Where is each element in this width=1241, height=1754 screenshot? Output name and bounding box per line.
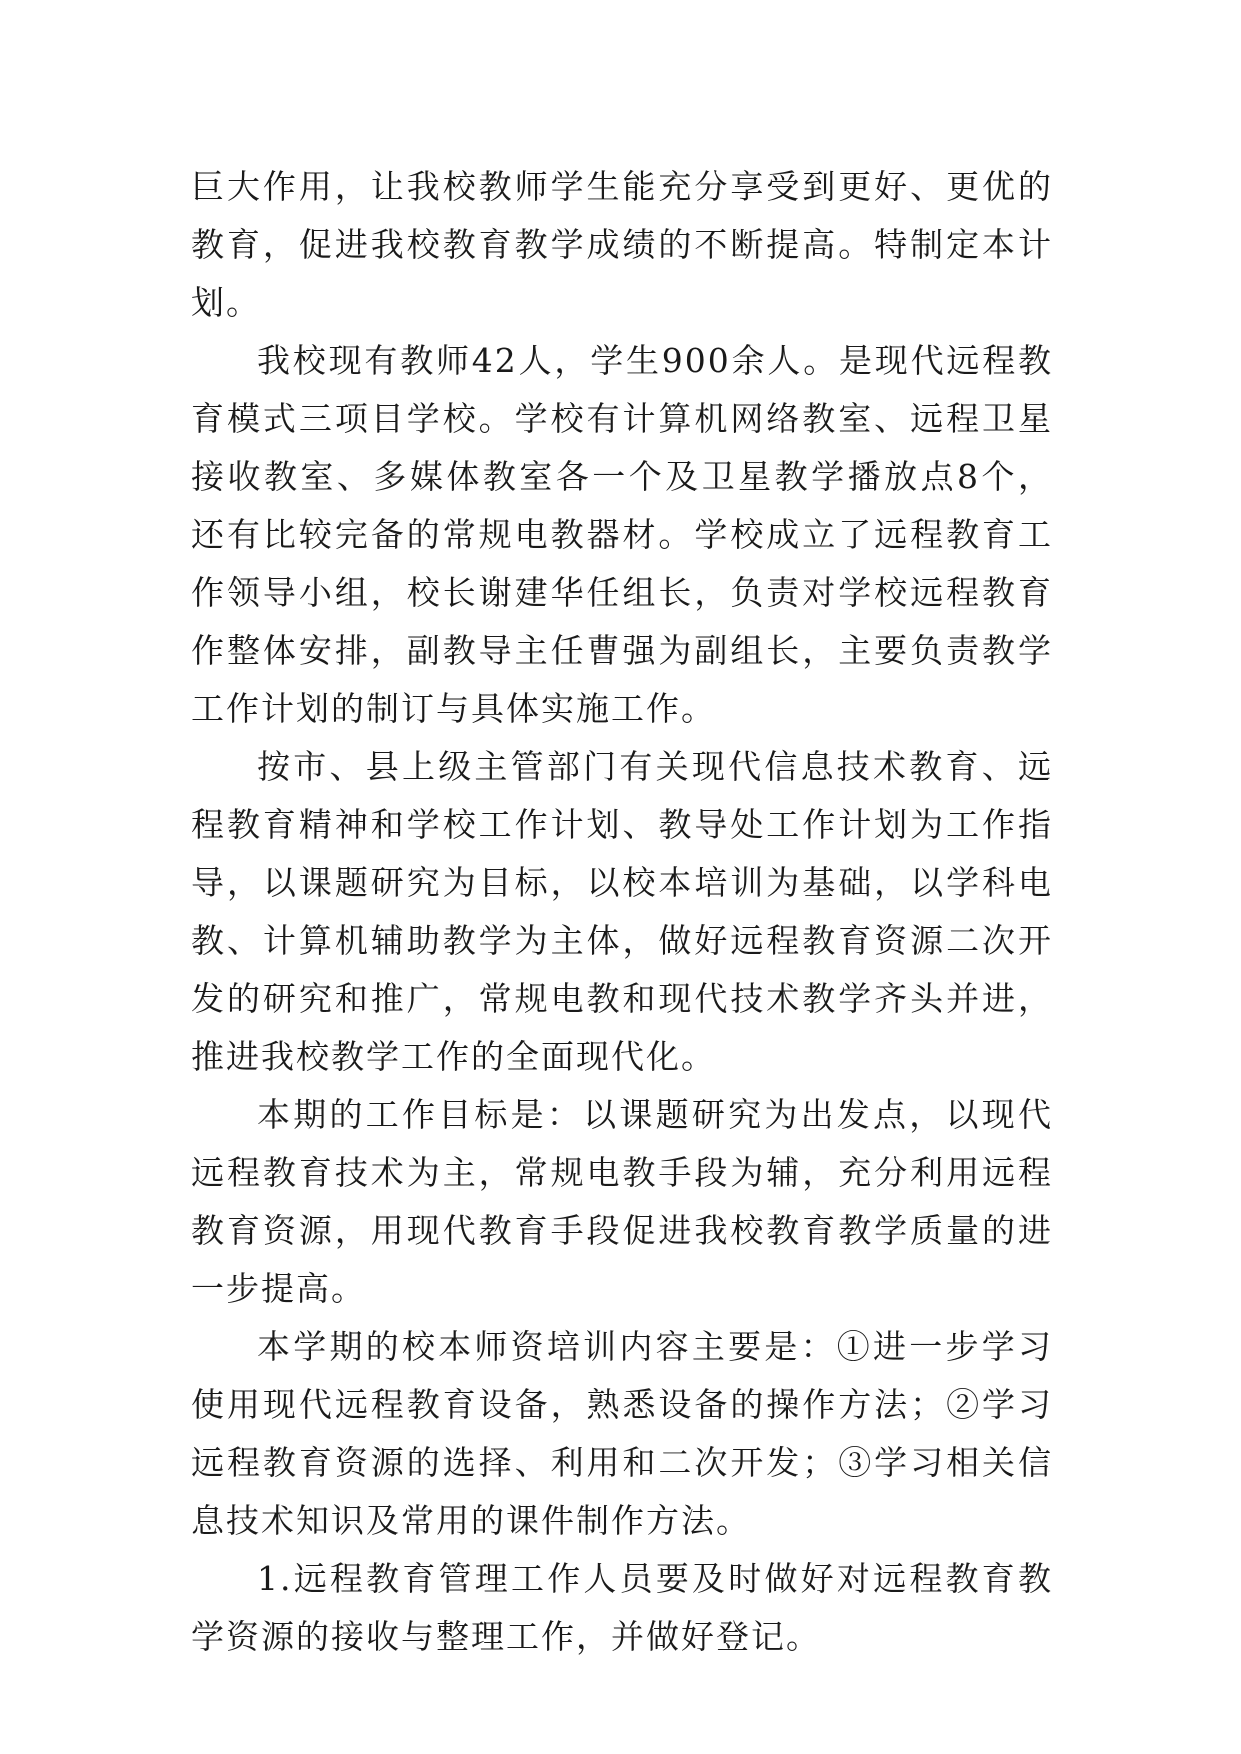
paragraph-training-content: 本学期的校本师资培训内容主要是：①进一步学习使用现代远程教育设备，熟悉设备的操作方法；②学习远程教育资源的选择、利用和二次开发；③学习相关信息技术知识及常用的课件制作方法。 <box>191 1327 1053 1540</box>
paragraph-item-1: 1.远程教育管理工作人员要及时做好对远程教育教学资源的接收与整理工作，并做好登记。 <box>191 1559 1053 1656</box>
document-body <box>191 158 1053 1666</box>
paragraph-guiding-principle: 按市、县上级主管部门有关现代信息技术教育、远程教育精神和学校工作计划、教导处工作计划为工作指导，以课题研究为目标，以校本培训为基础，以学科电教、计算机辅助教学为主体，做好远程教育资源二次开发的研究和推广，常规电教和现代技术教学齐头并进，推进我校教学工作的全面现代化。 <box>191 747 1053 1076</box>
paragraph-school-overview: 我校现有教师42人，学生900余人。是现代远程教育模式三项目学校。学校有计算机网络教室、远程卫星接收教室、多媒体教室各一个及卫星教学播放点8个，还有比较完备的常规电教器材。学校成立了远程教育工作领导小组，校长谢建华任组长，负责对学校远程教育作整体安排，副教导主任曹强为副组长，主要负责教学工作计划的制订与具体实施工作。 <box>191 341 1053 728</box>
paragraph-continuation: 巨大作用，让我校教师学生能充分享受到更好、更优的教育，促进我校教育教学成绩的不断提高。特制定本计划。 <box>191 167 1053 322</box>
paragraph-work-goal: 本期的工作目标是：以课题研究为出发点，以现代远程教育技术为主，常规电教手段为辅，充分利用远程教育资源，用现代教育手段促进我校教育教学质量的进一步提高。 <box>191 1095 1053 1308</box>
